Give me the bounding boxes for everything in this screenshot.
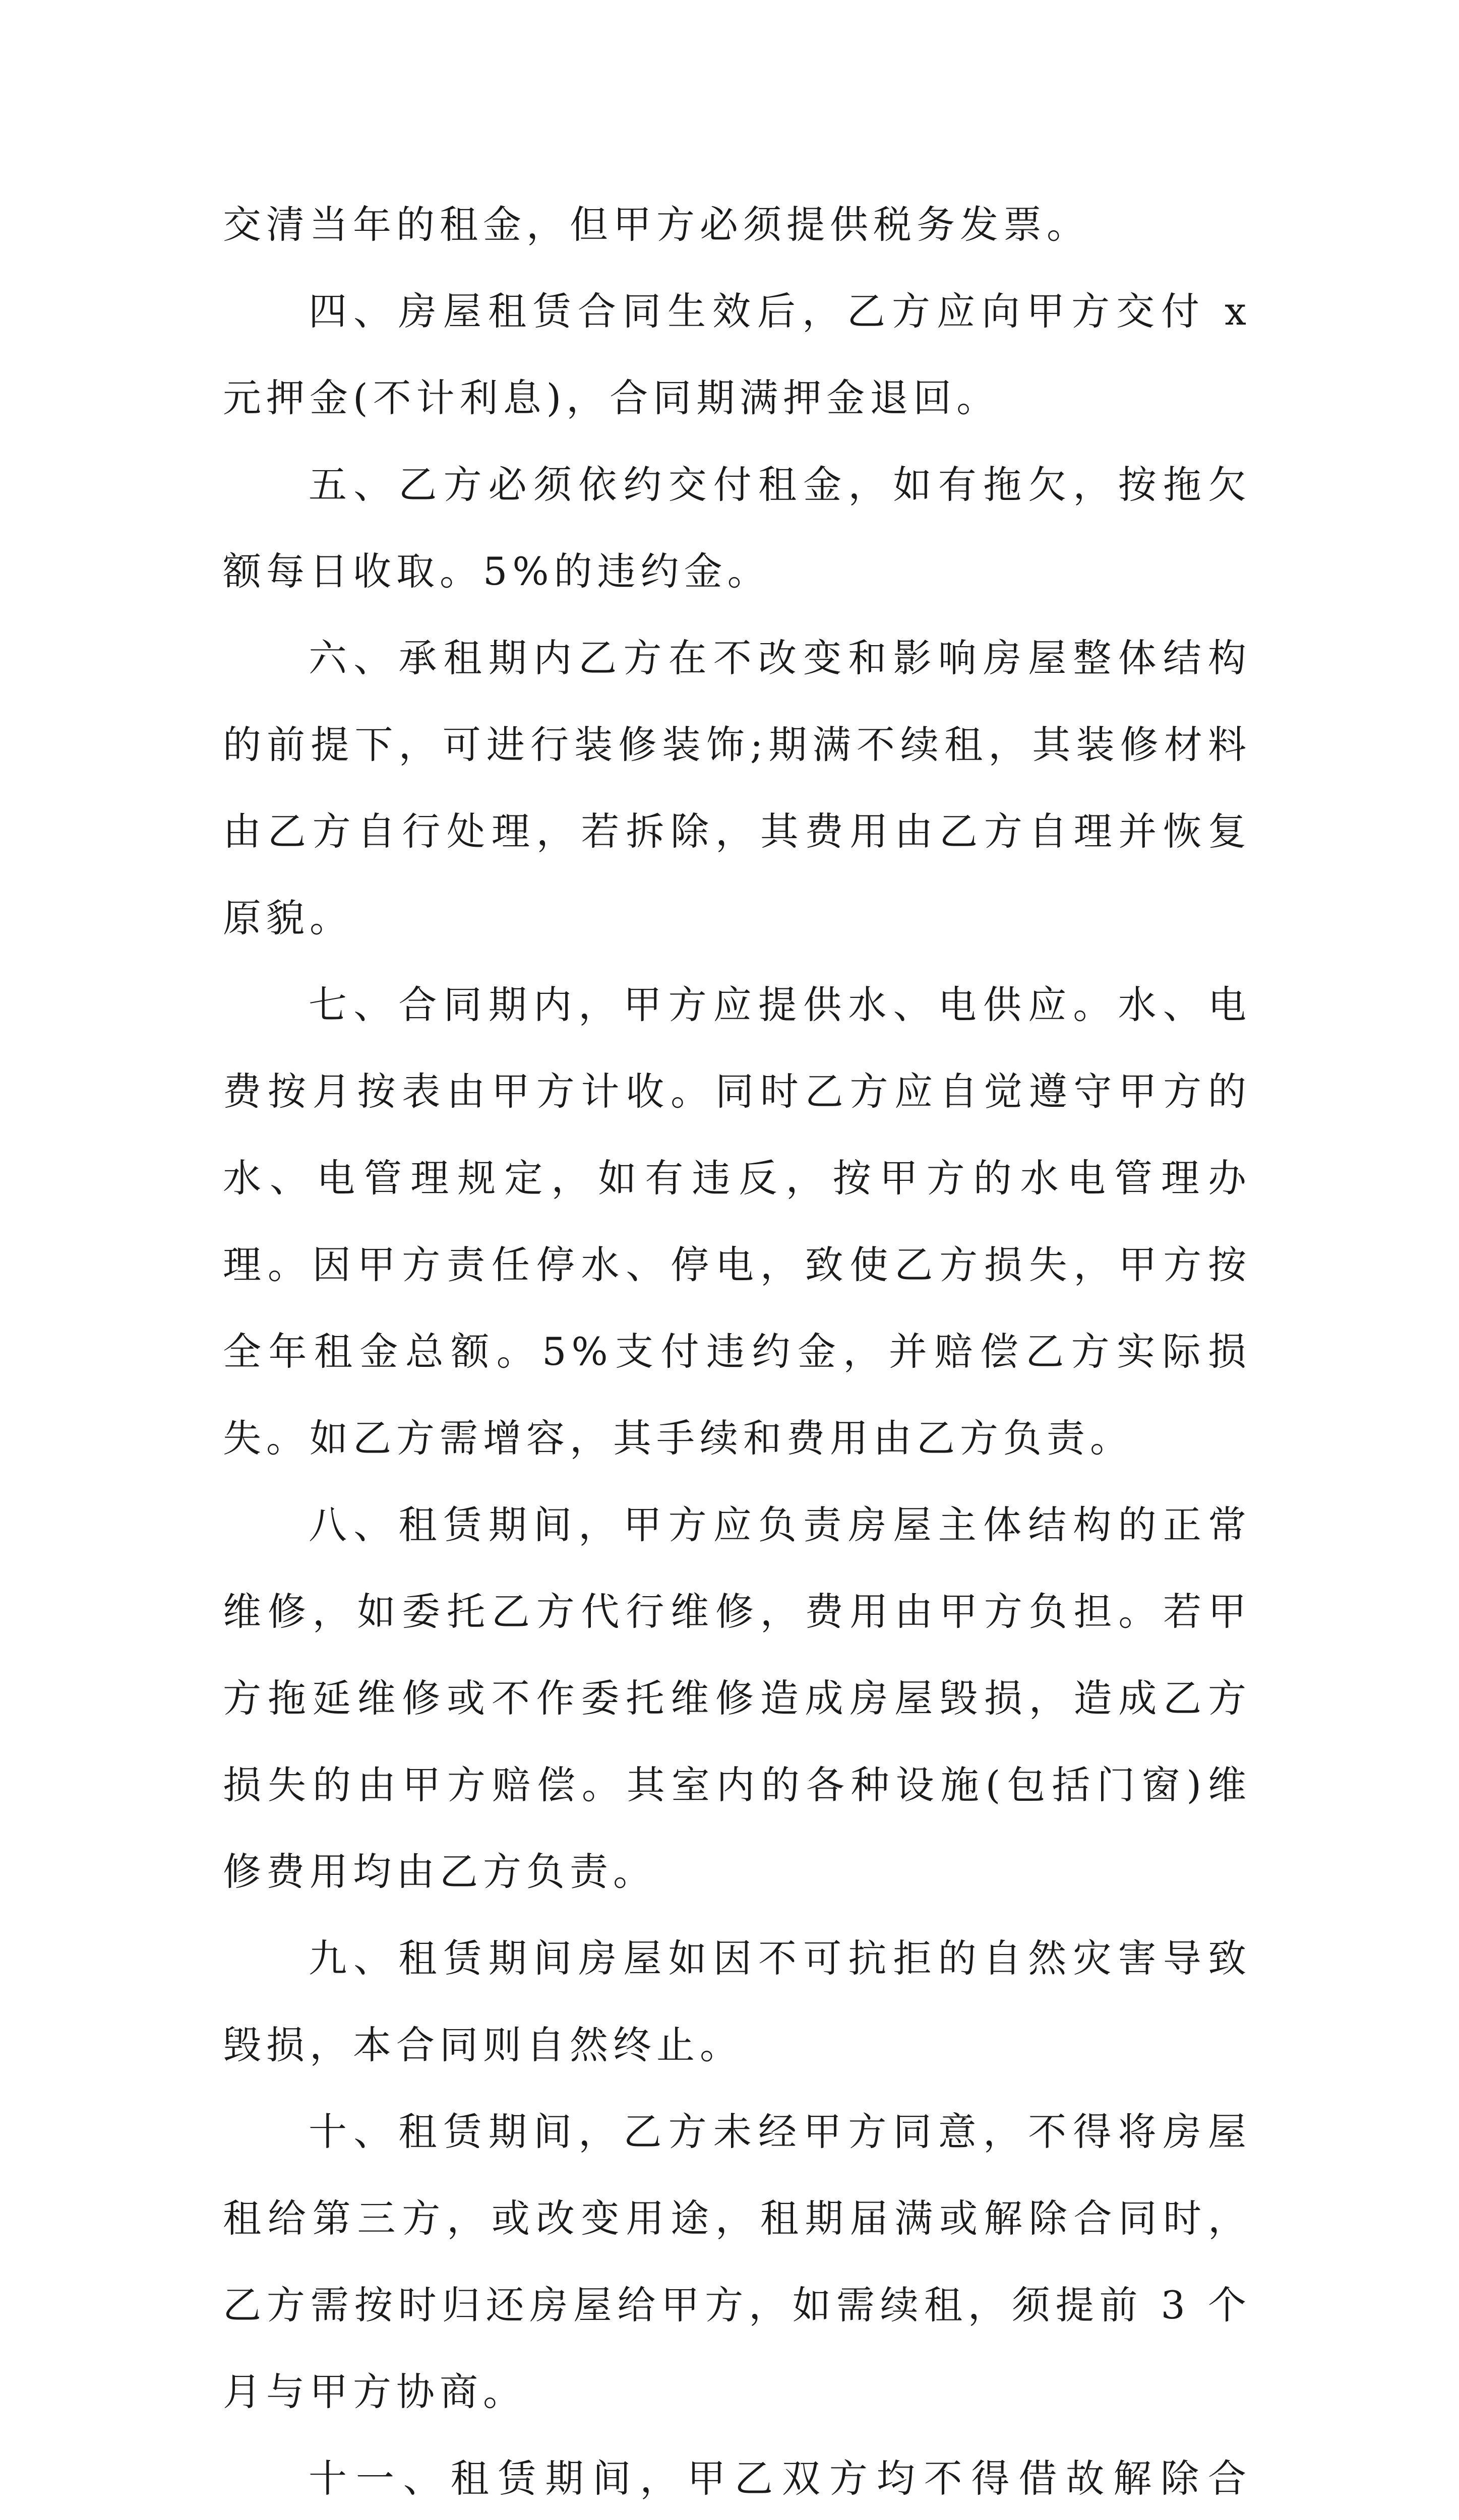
clause-6-renovation: 六、承租期内乙方在不改变和影响房屋整体结构的前提下，可进行装修装饰;期满不续租，其装修材料由乙方自行处理，若拆除，其费用由乙方自理并恢复原貌。	[223, 636, 1251, 940]
clause-5-late-payment: 五、乙方必须依约交付租金，如有拖欠，按拖欠额每日收取。5%的违约金。	[223, 462, 1251, 594]
contract-text-body	[223, 181, 1251, 2520]
clause-11-termination: 十一、租赁期间，甲乙双方均不得借故解除合	[309, 2456, 1251, 2501]
clause-8-maintenance: 八、租赁期间，甲方应负责房屋主体结构的正常维修，如委托乙方代行维修，费用由甲方负担。若甲方拖延维修或不作委托维修造成房屋毁损，造成乙方损失的由甲方赔偿。其室内的各种设施(包括门窗)维修费用均由乙方负责。	[223, 1502, 1251, 1894]
paragraph-continuation: 交清当年的租金，但甲方必须提供税务发票。	[223, 202, 1090, 247]
clause-7-utilities: 七、合同期内，甲方应提供水、电供应。水、电费按月按表由甲方计收。同时乙方应自觉遵守甲方的水、电管理规定，如有违反，按甲方的水电管理办理。因甲方责任停水、停电，致使乙方损失，甲方按全年租金总额。5%支付违约金，并赔偿乙方实际损失。如乙方需增容，其手续和费用由乙方负责。	[223, 982, 1251, 1461]
clause-10-sublease: 十、租赁期间，乙方未经甲方同意，不得将房屋租给第三方，或改变用途，租期届满或解除合同时，乙方需按时归还房屋给甲方，如需续租，须提前 3 个月与甲方协商。	[223, 2109, 1251, 2414]
clause-4-deposit: 四、房屋租赁合同生效后，乙方应向甲方交付 x 元押金(不计利息)，合同期满押金退回。	[223, 289, 1251, 420]
clause-9-force-majeure: 九、租赁期间房屋如因不可抗拒的自然灾害导致毁损，本合同则自然终止。	[223, 1936, 1251, 2067]
